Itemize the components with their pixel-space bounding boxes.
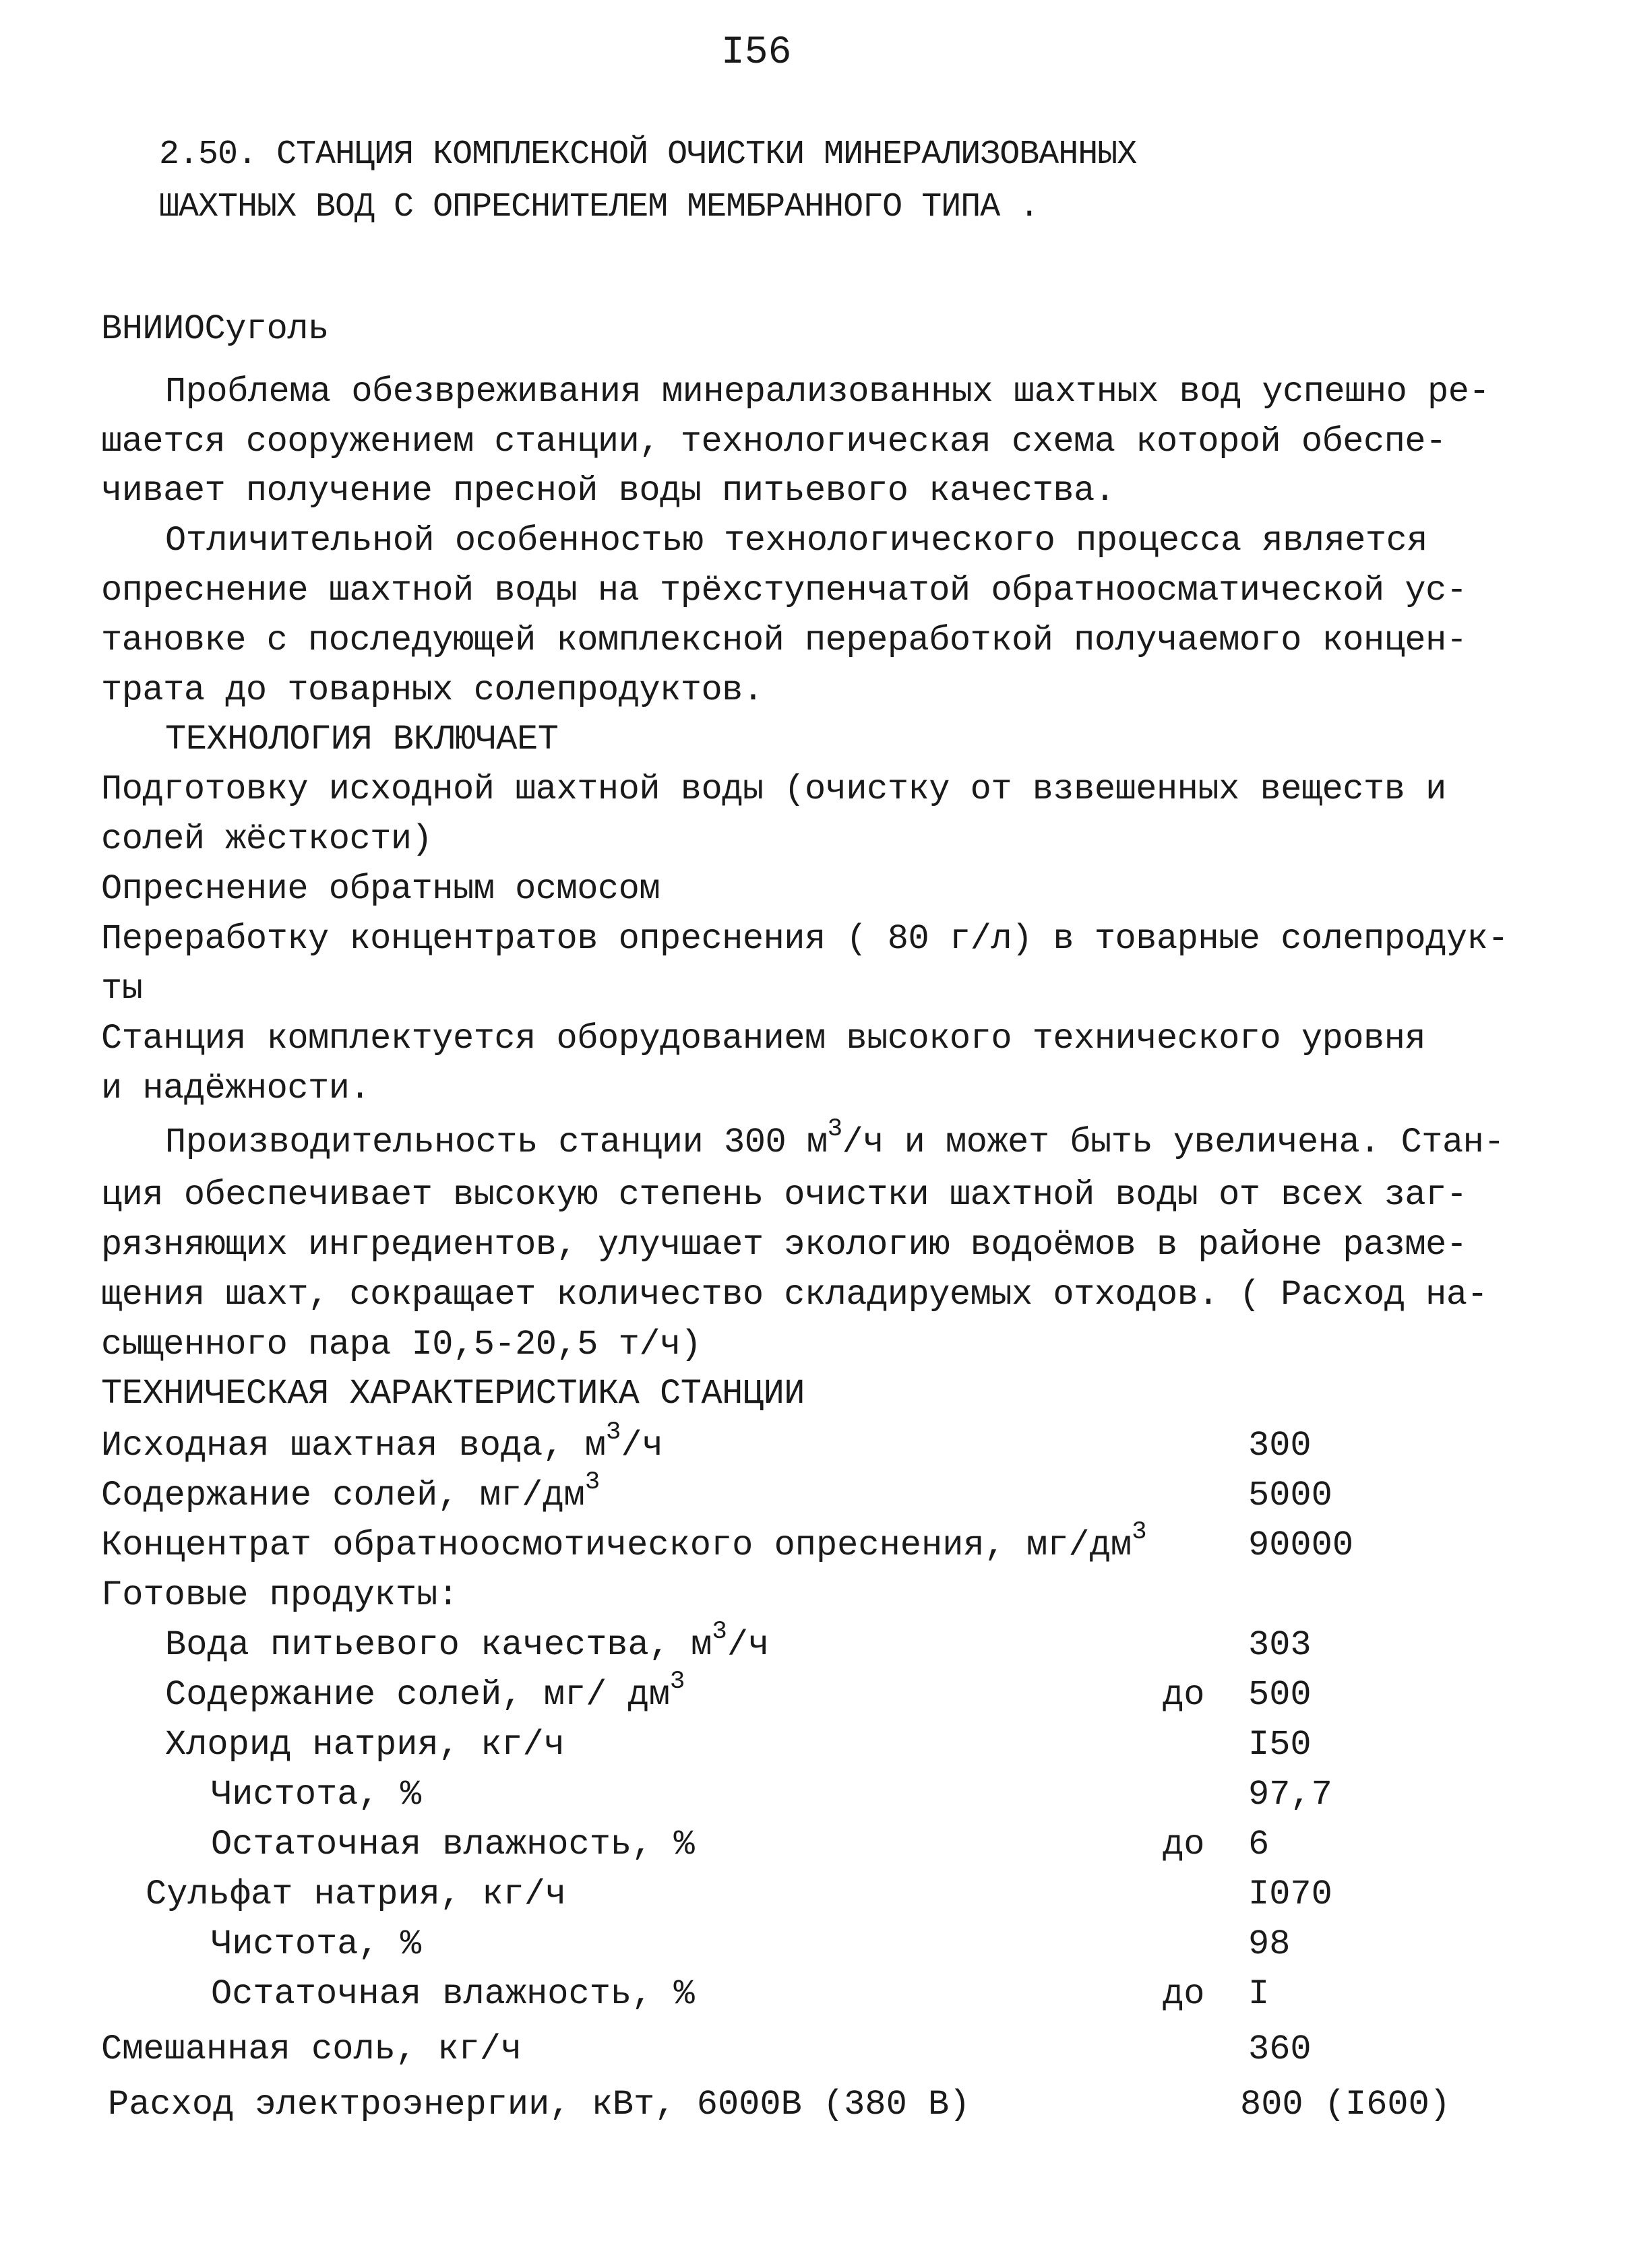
paragraph1-line: Проблема обезвреживания минерализованных шахтных вод успешно ре- <box>165 372 1490 412</box>
paragraph2-line: тановке с последующей комплексной переработкой получаемого концен- <box>101 621 1467 660</box>
capacity-line: сыщенного пара I0,5-20,5 т/ч) <box>101 1325 702 1364</box>
spec-label: Концентрат обратноосмотического опреснения, $мг/дм^3$ <box>101 1518 1147 1565</box>
spec-value: 98 <box>1248 1924 1291 1964</box>
spec-label: Содержание солей, мг/ $дм^3$ <box>165 1668 685 1715</box>
organization: ВНИИОСуголь <box>101 309 329 349</box>
spec-label: Хлорид натрия, кг/ч <box>165 1725 565 1765</box>
paragraph1-line: чивает получение пресной воды питьевого качества. <box>101 471 1115 511</box>
capacity-line: щения шахт, сокращает количество складируемых отходов. ( Расход на- <box>101 1275 1488 1315</box>
spec-label: Остаточная влажность, % <box>211 1825 695 1864</box>
capacity-line: Производительность станции 300 $м^3/ч$ и может быть увеличена. Стан- <box>165 1115 1505 1162</box>
spec-label: Смешанная соль, кг/ч <box>101 2029 522 2069</box>
spec-row <box>0 2085 1631 2132</box>
spec-row <box>0 1468 1631 1523</box>
spec-value: 303 <box>1248 1625 1312 1665</box>
spec-label: Расход электроэнергии, кВт, 6000В (380 В) <box>108 2085 971 2124</box>
technology-item: Станция комплектуется оборудованием высокого технического уровня <box>101 1019 1426 1059</box>
spec-label: Остаточная влажность, % <box>211 1974 695 2014</box>
spec-value: I070 <box>1248 1875 1332 1914</box>
spec-prefix: до <box>1163 1675 1205 1715</box>
capacity-line: рязняющих ингредиентов, улучшает экологию водоёмов в районе разме- <box>101 1225 1467 1265</box>
spec-value: 360 <box>1248 2029 1312 2069</box>
spec-row <box>0 1725 1631 1772</box>
spec-value: 90000 <box>1248 1525 1354 1565</box>
spec-value: 500 <box>1248 1675 1312 1715</box>
spec-row <box>0 2029 1631 2077</box>
spec-row <box>0 1418 1631 1473</box>
paragraph1-line: шается сооружением станции, технологическая схема которой обеспе- <box>101 422 1446 462</box>
spec-label: Исходная шахтная вода, $м^3/ч$ <box>101 1418 663 1466</box>
spec-row <box>0 1518 1631 1573</box>
technology-item: солей жёсткости) <box>101 819 433 859</box>
spec-value: 800 (I600) <box>1240 2085 1451 2124</box>
spec-row <box>0 1825 1631 1872</box>
spec-row <box>0 1618 1631 1672</box>
spec-value: I50 <box>1248 1725 1312 1765</box>
technology-item: и надёжности. <box>101 1069 371 1108</box>
spec-heading: ТЕХНИЧЕСКАЯ ХАРАКТЕРИСТИКА СТАНЦИИ <box>101 1374 805 1414</box>
spec-label: Чистота, % <box>211 1924 422 1964</box>
spec-value: I <box>1248 1974 1270 2014</box>
paragraph2-line: опреснение шахтной воды на трёхступенчатой обратноосматической ус- <box>101 571 1467 610</box>
technology-item: Переработку концентратов опреснения ( 80 г/л) в товарные солепродук- <box>101 919 1508 959</box>
title-line-1: 2.50. СТАНЦИЯ КОМПЛЕКСНОЙ ОЧИСТКИ МИНЕРАЛИЗОВАННЫХ <box>159 135 1137 174</box>
spec-row <box>0 1875 1631 1922</box>
spec-value: 5000 <box>1248 1476 1332 1515</box>
spec-label: Чистота, % <box>211 1775 422 1815</box>
spec-row <box>0 1974 1631 2021</box>
technology-heading: ТЕХНОЛОГИЯ ВКЛЮЧАЕТ <box>165 720 559 759</box>
technology-item: Подготовку исходной шахтной воды (очистку от взвешенных веществ и <box>101 769 1446 809</box>
spec-row <box>0 1775 1631 1822</box>
technology-item: Опреснение обратным осмосом <box>101 869 660 909</box>
capacity-line: ция обеспечивает высокую степень очистки шахтной воды от всех заг- <box>101 1175 1467 1215</box>
spec-label: Вода питьевого качества, $м^3/ч$ <box>165 1618 770 1665</box>
title-line-2: ШАХТНЫХ ВОД С ОПРЕСНИТЕЛЕМ МЕМБРАННОГО ТИПА . <box>159 188 1039 226</box>
spec-value: 6 <box>1248 1825 1270 1864</box>
spec-prefix: до <box>1163 1974 1205 2014</box>
paragraph2-line: Отличительной особенностью технологического процесса является <box>165 521 1428 561</box>
technology-item: ты <box>101 969 143 1009</box>
spec-row <box>0 1668 1631 1722</box>
spec-value: 97,7 <box>1248 1775 1332 1815</box>
spec-label: Сульфат натрия, кг/ч <box>146 1875 567 1914</box>
spec-row <box>0 1575 1631 1623</box>
spec-value: 300 <box>1248 1426 1312 1466</box>
spec-prefix: до <box>1163 1825 1205 1864</box>
paragraph2-line: трата до товарных солепродуктов. <box>101 670 764 710</box>
page-number: I56 <box>721 31 792 75</box>
spec-row <box>0 1924 1631 1972</box>
spec-label: Содержание солей, $мг/дм^3$ <box>101 1468 601 1515</box>
spec-label: Готовые продукты: <box>101 1575 459 1615</box>
